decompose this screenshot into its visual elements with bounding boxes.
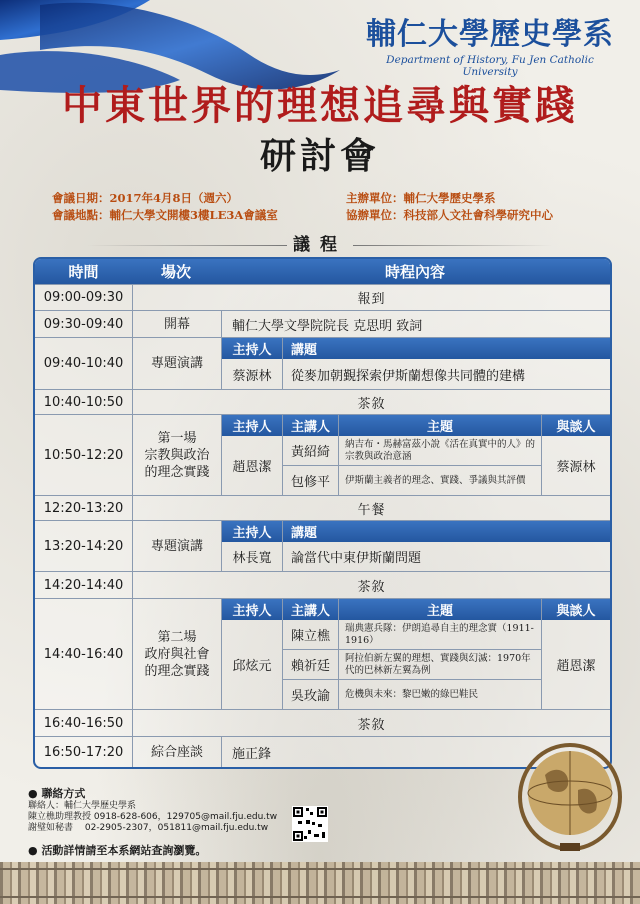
speaker-name: 包修平 [290, 475, 330, 490]
host-info [346, 190, 496, 207]
talk-row [283, 649, 541, 679]
row-session: 開幕 [133, 311, 222, 337]
cohost-label: 協辦單位： [346, 208, 404, 222]
contact-line: 陳立樵助理教授 0918-628-606，129705@mail.fju.edu.tw [28, 812, 278, 822]
agenda-heading-text: 議程 [293, 235, 347, 255]
table-row [35, 284, 610, 310]
host-label: 主辦單位： [346, 191, 404, 205]
department-name-chinese: 輔仁大學歷史學系 [366, 17, 614, 52]
row-text: 輔仁大學文學院院長 克思明 致詞 [232, 318, 423, 334]
talk-topic: 阿拉伯新左翼的理想、實踐與幻滅：1970年代的巴林新左翼為例 [338, 650, 541, 679]
row-session: 綜合座談 [133, 737, 222, 767]
speaker-name: 黃紹綺 [290, 445, 330, 460]
conference-subtitle: 研討會 [259, 135, 380, 177]
chair-name: 林長寬 [232, 551, 272, 566]
cohost-info [346, 207, 553, 224]
table-row [35, 520, 610, 571]
decorative-frieze [0, 862, 640, 904]
department-logo [360, 18, 620, 78]
row-session: 專題演講 [133, 338, 222, 389]
talk-topic: 伊斯蘭主義者的理念、實踐、爭議與其評價 [338, 466, 541, 495]
row-time: 10:50-12:20 [35, 415, 133, 495]
topic-label: 主題 [338, 415, 541, 436]
chair-label: 主持人 [232, 343, 272, 358]
row-time: 09:30-09:40 [35, 311, 133, 337]
table-row [35, 571, 610, 598]
keynote-header-bar [222, 521, 610, 542]
talk-topic: 危機與未來：黎巴嫩的綠巴鞋民 [338, 680, 541, 709]
table-row [35, 709, 610, 736]
discussant-label: 與談人 [541, 599, 610, 620]
contact-line: 聯絡人：輔仁大學歷史學系 [28, 801, 137, 811]
row-time: 14:20-14:40 [35, 572, 133, 598]
department-name-english: Department of History, Fu Jen Catholic University [386, 54, 594, 78]
date-info [52, 190, 238, 207]
chair-name: 邱炫元 [232, 659, 272, 674]
contact-section [28, 785, 277, 834]
website-note: ● 活動詳情請至本系網站查詢瀏覽。 [28, 844, 207, 857]
row-time: 09:40-10:40 [35, 338, 133, 389]
table-header [35, 259, 610, 284]
table-row [35, 310, 610, 337]
session-header-bar [222, 415, 610, 436]
date-value: 2017年4月8日（週六） [109, 191, 239, 205]
keynote-header-bar [222, 338, 610, 359]
subject-label: 講題 [282, 338, 610, 359]
venue-info [52, 207, 278, 224]
table-row [35, 337, 610, 389]
header-content: 時程內容 [384, 263, 445, 281]
table-row [35, 414, 610, 495]
date-label: 會議日期： [52, 191, 110, 205]
row-session: 第一場 宗教與政治 的理念實踐 [133, 415, 222, 495]
speaker-label: 主講人 [282, 599, 338, 620]
table-row [35, 495, 610, 520]
website-note-text: 活動詳情請至本系網站查詢瀏覽。 [41, 844, 207, 857]
chair-name: 蔡源林 [232, 368, 272, 384]
discussant-name: 蔡源林 [541, 436, 610, 495]
talk-row [283, 436, 541, 465]
header-session: 場次 [160, 263, 191, 281]
row-session: 第二場 政府與社會 的理念實踐 [133, 599, 222, 709]
row-session: 專題演講 [133, 521, 222, 571]
contact-heading: ● 聯絡方式 [28, 787, 86, 800]
venue-value: 輔仁大學文開樓3樓LE3A會議室 [109, 208, 278, 222]
row-text: 報到 [357, 292, 386, 307]
subject-label: 講題 [282, 521, 610, 542]
row-text: 茶敘 [357, 579, 386, 595]
venue-label: 會議地點： [52, 208, 110, 222]
talk-topic: 瑞典憲兵隊：伊朗追尋自主的理念實（1911-1916） [338, 620, 541, 649]
row-time: 13:20-14:20 [35, 521, 133, 571]
talk-row [283, 679, 541, 709]
contact-heading-text: 聯絡方式 [41, 787, 86, 800]
speaker-name: 吳玫諭 [290, 689, 330, 704]
table-row [35, 598, 610, 709]
keynote-subject: 從麥加朝覲探索伊斯蘭想像共同體的建構 [282, 359, 610, 389]
host-value: 輔仁大學歷史學系 [403, 191, 496, 205]
chair-label: 主持人 [232, 604, 272, 619]
qr-code[interactable] [292, 806, 328, 842]
agenda-heading [0, 230, 640, 255]
row-time: 16:50-17:20 [35, 737, 133, 767]
row-time: 09:00-09:30 [35, 285, 133, 310]
agenda-table [33, 257, 612, 769]
session-header-bar [222, 599, 610, 620]
table-row [35, 389, 610, 414]
chair-label: 主持人 [232, 526, 272, 541]
talk-topic: 納吉布・馬赫富茲小說《活在真實中的人》的宗教與政治意涵 [338, 436, 541, 465]
row-text: 午餐 [357, 502, 386, 518]
row-text: 茶敘 [357, 396, 386, 412]
speaker-label: 主講人 [282, 415, 338, 436]
speaker-name: 陳立樵 [290, 629, 330, 644]
conference-title: 中東世界的理想追尋與實踐 [62, 82, 578, 129]
row-text: 茶敘 [357, 717, 386, 733]
talk-row [283, 620, 541, 649]
chair-label: 主持人 [232, 420, 272, 435]
talk-row [283, 465, 541, 495]
antique-globe-decoration [510, 735, 630, 855]
row-time: 12:20-13:20 [35, 496, 133, 520]
row-time: 14:40-16:40 [35, 599, 133, 709]
row-text: 施正鋒 [232, 746, 272, 762]
keynote-subject: 論當代中東伊斯蘭問題 [282, 542, 610, 571]
speaker-name: 賴祈廷 [290, 659, 330, 674]
cohost-value: 科技部人文社會科學研究中心 [403, 208, 553, 222]
row-time: 10:40-10:50 [35, 390, 133, 414]
discussant-name: 趙恩潔 [541, 620, 610, 709]
chair-name: 趙恩潔 [232, 460, 272, 475]
discussant-label: 與談人 [541, 415, 610, 436]
row-time: 16:40-16:50 [35, 710, 133, 736]
topic-label: 主題 [338, 599, 541, 620]
contact-line: 謝璧如秘書 02-2905-2307，051811@mail.fju.edu.tw [28, 823, 269, 833]
header-time: 時間 [68, 263, 99, 281]
